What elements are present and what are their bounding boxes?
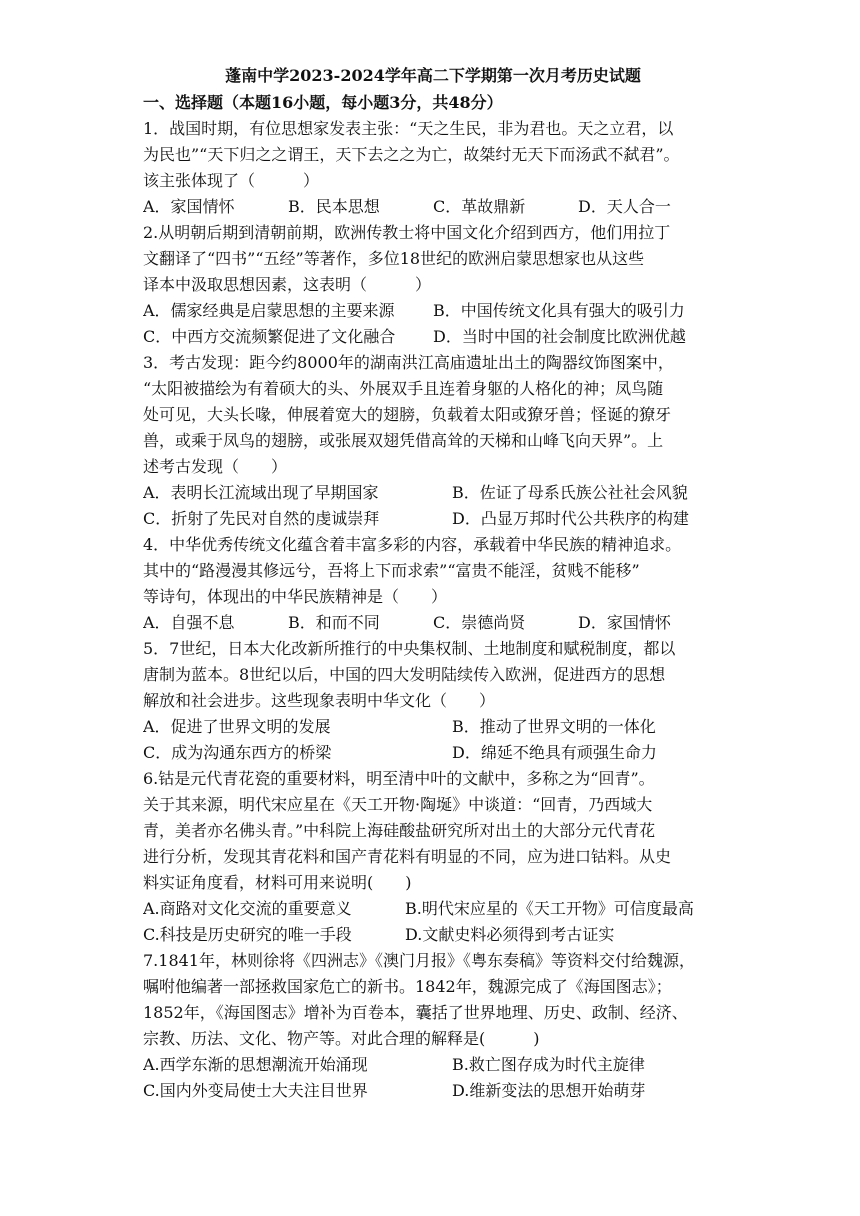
- option-b: B.明代宋应星的《天工开物》可信度最高: [405, 899, 694, 918]
- question-text-line: 1．战国时期，有位思想家发表主张：“天之生民，非为君也。天之立君，以: [143, 119, 674, 138]
- question-text-line: 嘱咐他编著一部拯救国家危亡的新书。1842年，魏源完成了《海国图志》；: [143, 977, 672, 996]
- option-a: A．家国情怀: [143, 197, 235, 216]
- option-d: D．天人合一: [578, 197, 671, 216]
- question-5: [143, 636, 723, 766]
- section-heading: 一、选择题（本题16小题，每小题3分，共48分）: [143, 93, 503, 112]
- question-text-line: 3．考古发现：距今约8000年的湖南洪江高庙遗址出土的陶器纹饰图案中，: [143, 353, 674, 372]
- option-row: [143, 194, 723, 220]
- question-text-line: 处可见，大头长喙，伸展着宽大的翅膀，负载着太阳或獠牙兽；怪诞的獠牙: [143, 405, 672, 424]
- question-text-line: 译本中汲取思想因素，这表明（ ）: [143, 275, 432, 294]
- question-2: [143, 220, 723, 350]
- option-d: D．绵延不绝具有顽强生命力: [452, 743, 657, 762]
- option-b: B．民本思想: [288, 197, 380, 216]
- question-text-line: 述考古发现（ ）: [143, 457, 288, 476]
- option-d: D.文献史料必须得到考古证实: [405, 925, 615, 944]
- option-d: D．凸显万邦时代公共秩序的构建: [452, 509, 689, 528]
- option-d: D.维新变法的思想开始萌芽: [452, 1081, 646, 1100]
- option-row: [143, 922, 723, 948]
- question-text-line: 6.钴是元代青花瓷的重要材料，明至清中叶的文献中，多称之为“回青”。: [143, 769, 655, 788]
- option-row: [143, 896, 723, 922]
- option-c: C．革故鼎新: [433, 197, 526, 216]
- option-a: A．儒家经典是启蒙思想的主要来源: [143, 301, 395, 320]
- option-row: [143, 480, 723, 506]
- question-text-line: 料实证角度看，材料可用来说明( ): [143, 873, 412, 892]
- option-b: B．和而不同: [288, 613, 380, 632]
- exam-title: 蓬南中学2023-2024学年高二下学期第一次月考历史试题: [225, 66, 641, 85]
- option-b: B．推动了世界文明的一体化: [452, 717, 656, 736]
- option-a: A．自强不息: [143, 613, 235, 632]
- option-row: [143, 324, 723, 350]
- question-3: [143, 350, 723, 532]
- option-row: [143, 298, 723, 324]
- question-text-line: 兽，或乘于凤鸟的翅膀，或张展双翅凭借高耸的天梯和山峰飞向天界”。上: [143, 431, 664, 450]
- question-text-line: 为民也”“天下归之之谓王，天下去之之为亡，故桀纣无天下而汤武不弑君”。: [143, 145, 680, 164]
- option-a: A．促进了世界文明的发展: [143, 717, 331, 736]
- question-6: [143, 766, 723, 948]
- option-d: D．家国情怀: [578, 613, 671, 632]
- question-text-line: 1852年，《海国图志》增补为百卷本，囊括了世界地理、历史、政制、经济、: [143, 1003, 688, 1022]
- option-c: C．折射了先民对自然的虔诚崇拜: [143, 509, 380, 528]
- option-row: [143, 1078, 723, 1104]
- question-text-line: 等诗句，体现出的中华民族精神是（ ）: [143, 587, 448, 606]
- question-4: [143, 532, 723, 636]
- option-a: A.商路对文化交流的重要意义: [143, 899, 352, 918]
- question-text-line: 文翻译了“四书”“五经”等著作，多位18世纪的欧洲启蒙思想家也从这些: [143, 249, 645, 268]
- question-text-line: 其中的“路漫漫其修远兮，吾将上下而求索”“富贵不能淫，贫贱不能移”: [143, 561, 640, 580]
- option-c: C．中西方交流频繁促进了文化融合: [143, 327, 396, 346]
- question-text-line: 5．7世纪，日本大化改新所推行的中央集权制、土地制度和赋税制度，都以: [143, 639, 676, 658]
- option-row: [143, 740, 723, 766]
- option-b: B.救亡图存成为时代主旋律: [452, 1055, 645, 1074]
- question-text-line: 宗教、历法、文化、物产等。对此合理的解释是( ): [143, 1029, 540, 1048]
- option-c: C．崇德尚贤: [433, 613, 526, 632]
- question-text-line: 该主张体现了（ ）: [143, 171, 320, 190]
- question-text-line: 2.从明朝后期到清朝前期，欧洲传教士将中国文化介绍到西方，他们用拉丁: [143, 223, 671, 242]
- question-1: [143, 116, 723, 220]
- option-row: [143, 714, 723, 740]
- question-text-line: 7.1841年，林则徐将《四洲志》《澳门月报》《粤东奏稿》等资料交付给魏源，: [143, 951, 695, 970]
- question-text-line: 唐制为蓝本。8世纪以后，中国的四大发明陆续传入欧洲，促进西方的思想: [143, 665, 666, 684]
- option-b: B．佐证了母系氏族公社社会风貌: [452, 483, 688, 502]
- question-text-line: “太阳被描绘为有着硕大的头、外展双手且连着身躯的人格化的神；凤鸟随: [143, 379, 664, 398]
- question-text-line: 进行分析，发现其青花料和国产青花料有明显的不同，应为进口钴料。从史: [143, 847, 672, 866]
- exam-page: [143, 62, 723, 1104]
- option-c: C．成为沟通东西方的桥梁: [143, 743, 332, 762]
- question-text-line: 4．中华优秀传统文化蕴含着丰富多彩的内容，承载着中华民族的精神追求。: [143, 535, 682, 554]
- question-text-line: 解放和社会进步。这些现象表明中华文化（ ）: [143, 691, 496, 710]
- question-text-line: 关于其来源，明代宋应星在《天工开物·陶埏》中谈道：“回青，乃西域大: [143, 795, 653, 814]
- option-a: A.西学东渐的思想潮流开始涌现: [143, 1055, 368, 1074]
- question-text-line: 青，美者亦名佛头青。”中科院上海硅酸盐研究所对出土的大部分元代青花: [143, 821, 656, 840]
- option-row: [143, 1052, 723, 1078]
- option-c: C.国内外变局使士大夫注目世界: [143, 1081, 368, 1100]
- question-7: [143, 948, 723, 1104]
- option-d: D．当时中国的社会制度比欧洲优越: [433, 327, 686, 346]
- option-c: C.科技是历史研究的唯一手段: [143, 925, 352, 944]
- option-a: A．表明长江流域出现了早期国家: [143, 483, 379, 502]
- option-b: B．中国传统文化具有强大的吸引力: [433, 301, 685, 320]
- option-row: [143, 506, 723, 532]
- option-row: [143, 610, 723, 636]
